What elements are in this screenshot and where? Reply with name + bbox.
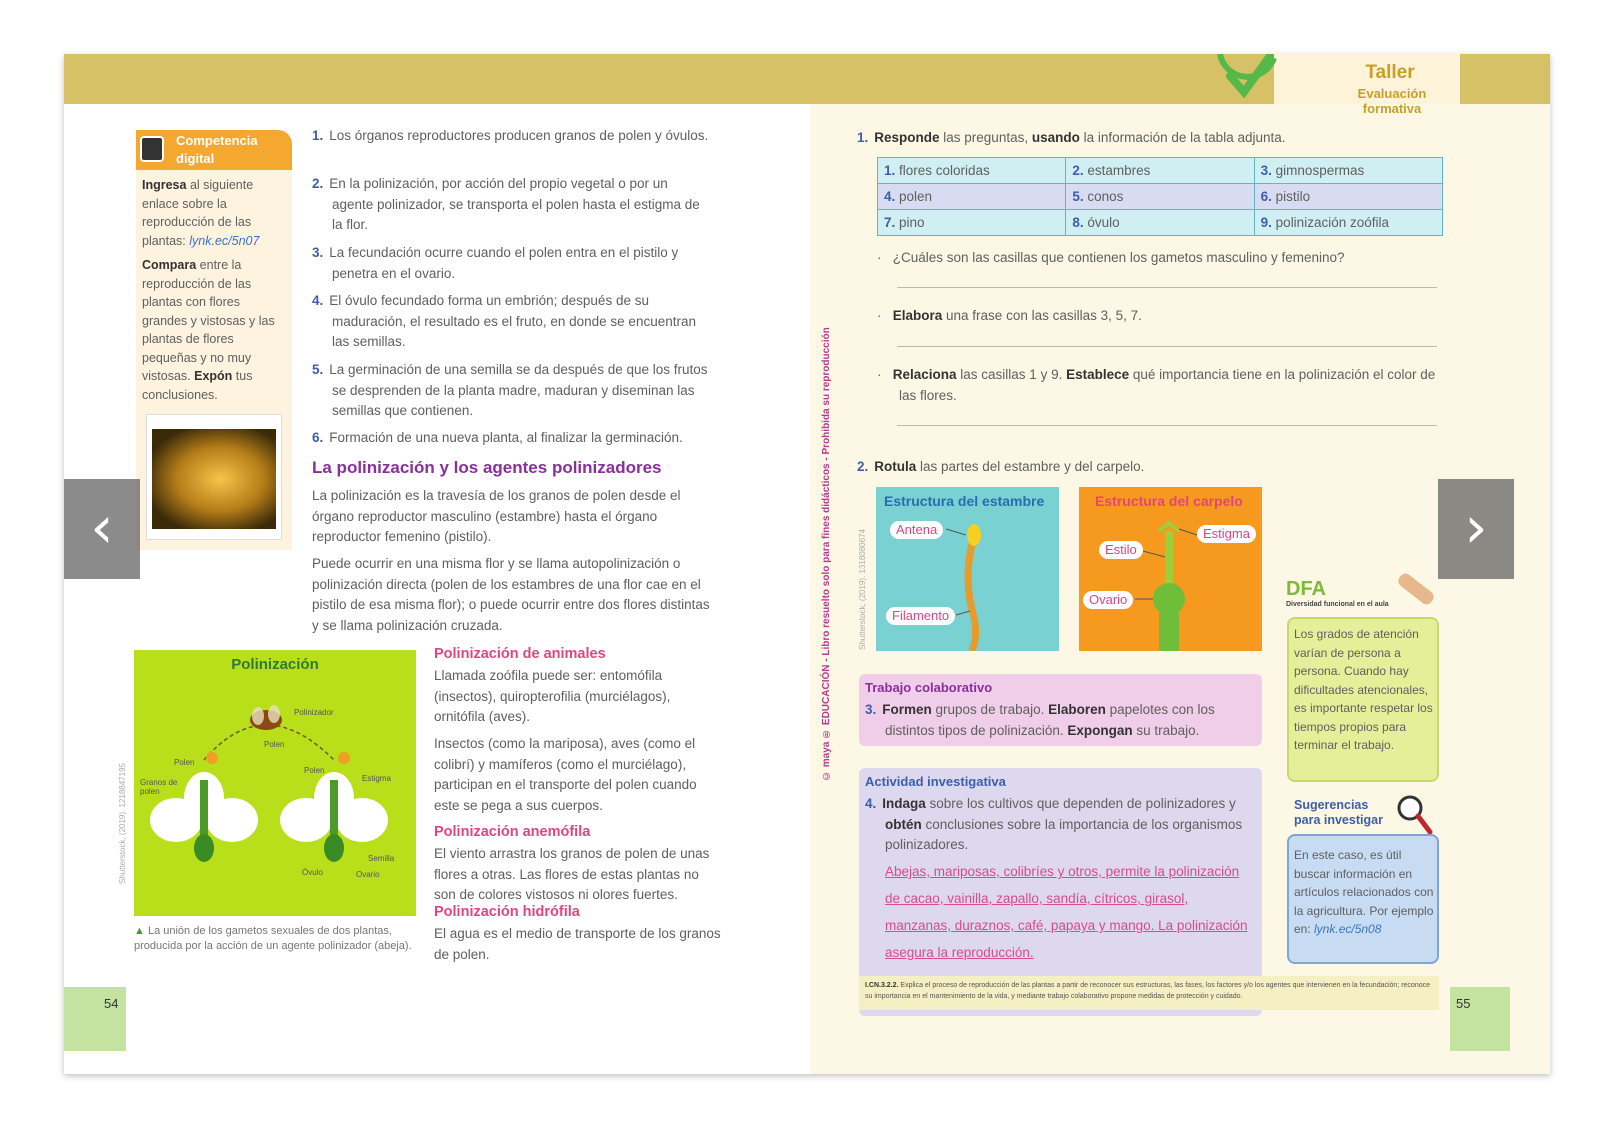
table-cell: 2. estambres <box>1066 158 1254 184</box>
animales-title: Polinización de animales <box>434 646 606 662</box>
computer-icon <box>140 136 164 162</box>
answer-line-3[interactable] <box>897 425 1437 426</box>
footnote: I.CN.3.2.2. Explica el proceso de reproducción de las plantas a partir de reconocer sus estructuras, las fases, los factores y/o los agentes que intervienen en la fecundación; reconoce su importancia en el mantenimiento de la vida, y mediante trabajo colaborativo propone medidas de protección y cuidado. <box>859 976 1439 1010</box>
label-polen-3: Polen <box>304 766 325 775</box>
table-cell: 7. pino <box>878 210 1066 236</box>
bullet-2: · Elabora una frase con las casillas 3, 5, 7. <box>877 308 1142 323</box>
answer-line-2[interactable] <box>897 346 1437 347</box>
video-frame <box>152 429 276 529</box>
figure-caption: ▲ La unión de los gametos sexuales de dos plantas, producida por la acción de un agente polinizador (abeja). <box>134 925 412 952</box>
anemofila-title: Polinización anemófila <box>434 824 591 840</box>
trabajo-title: Trabajo colaborativo <box>865 680 993 695</box>
video-thumbnail[interactable] <box>146 414 282 540</box>
list-item: 4. El óvulo fecundado forma un embrión; después de su maduración, el resultado es el fruto, en donde se encuentran las semillas. <box>312 293 696 349</box>
anemofila-paragraph: El viento arrastra los granos de polen de unas flores a otras. Las flores de estas plantas no son de colores vistosos ni olores fuertes. <box>434 846 710 902</box>
prev-page-button[interactable]: ‹ <box>64 479 140 579</box>
dfa-box <box>1287 617 1439 782</box>
label-estigma[interactable]: Estigma <box>1197 525 1256 543</box>
book-spread <box>64 54 1550 1074</box>
table-cell: 3. gimnospermas <box>1254 158 1442 184</box>
question-2: 2. Rotula las partes del estambre y del carpelo. <box>857 459 1145 474</box>
animales-paragraph-2: Insectos (como la mariposa), aves (como el colibrí) y mamíferos (como el murciélago), participan en el transporte del polen cuando este se pega a sus cuerpos. <box>434 736 697 813</box>
section-title: La polinización y los agentes polinizadores <box>312 458 662 477</box>
table-cell: 1. flores coloridas <box>878 158 1066 184</box>
carpelo-title: Estructura del carpelo <box>1095 493 1243 509</box>
paragraph-1: La polinización es la travesía de los granos de polen desde el órgano reproductor masculino (estambre) hasta el órgano reproductor femenino (pistilo). <box>312 488 681 544</box>
dfa-title: DFA <box>1286 578 1326 600</box>
sugerencias-text: En este caso, es útil buscar información en artículos relacionados con la agricultura. Por ejemplo en: lynk.ec/5n08 <box>1294 848 1434 936</box>
answer-line-1[interactable] <box>897 287 1437 288</box>
estambre-title: Estructura del estambre <box>884 493 1045 509</box>
table-cell: 9. polinización zoófila <box>1254 210 1442 236</box>
label-polen-1: Polen <box>264 740 285 749</box>
label-ovario[interactable]: Ovario <box>1083 591 1133 609</box>
sugerencias-link[interactable]: lynk.ec/5n08 <box>1314 922 1382 936</box>
page-number-right: 55 <box>1450 987 1510 1051</box>
actividad-text: 4. Indaga sobre los cultivos que dependen de polinizadores y obtén conclusiones sobre la importancia de los organismos polinizadores. <box>865 796 1243 852</box>
label-ovulo: Óvulo <box>302 868 323 877</box>
taller-subtitle: Evaluación formativa <box>1357 86 1427 116</box>
dfa-text: Los grados de atención varían de persona a persona. Cuando hay dificultades atencionales, es importante respetar los tiempos propios para terminar el trabajo. <box>1294 627 1433 752</box>
table-cell: 8. óvulo <box>1066 210 1254 236</box>
checkmark-icon <box>1214 54 1280 110</box>
list-item: 3. La fecundación ocurre cuando el polen entra en el pistilo y penetra en el ovario. <box>312 245 679 281</box>
copyright-vertical: © maya ® EDUCACIÓN - Libro resuelto solo para fines didácticos - Prohibida su reproducción <box>821 327 832 781</box>
label-granos: Granos de polen <box>140 778 178 796</box>
table-row <box>878 184 1443 210</box>
estambre-illustration <box>876 487 1059 651</box>
list-item: 5. La germinación de una semilla se da después de que los frutos se desprenden de la planta madre, maduran y diseminan las semillas que contienen. <box>312 362 708 418</box>
left-page <box>64 54 810 1074</box>
top-band-left <box>64 54 810 104</box>
taller-title: Taller <box>1365 62 1415 83</box>
table-row <box>878 158 1443 184</box>
figure-title: Polinización <box>231 656 319 673</box>
competencia-link[interactable]: lynk.ec/5n07 <box>189 233 260 248</box>
table-row <box>878 210 1443 236</box>
actividad-answer[interactable]: Abejas, mariposas, colibríes y otros, permite la polinización de cacao, vainilla, zapallo, sandía, cítricos, girasol, manzanas, duraznos, café, papaya y mango. La polinización asegura la reproducción. <box>885 864 1248 960</box>
estambre-diagram <box>876 487 1059 651</box>
figure-credit: Shutterstock, (2019). 1218847195 <box>118 763 127 884</box>
hidrofila-title: Polinización hidrófila <box>434 904 580 920</box>
list-item: 2. En la polinización, por acción del propio vegetal o por un agente polinizador, se transporta el polen hasta el estigma de la flor. <box>312 176 700 232</box>
taller-tab <box>1274 54 1460 116</box>
competencia-digital-header <box>136 130 292 170</box>
page-number-left: 54 <box>64 987 126 1051</box>
bullet-3: · Relaciona las casillas 1 y 9. Establece qué importancia tiene en la polinización el color de las flores. <box>877 367 1436 403</box>
label-antena[interactable]: Antena <box>890 521 943 539</box>
sugerencias-box <box>1287 834 1439 964</box>
competencia-title: Competencia digital <box>176 133 258 166</box>
table-cell: 6. pistilo <box>1254 184 1442 210</box>
pollination-figure <box>134 650 416 916</box>
table-cell: 5. conos <box>1066 184 1254 210</box>
label-polinizador: Polinizador <box>294 708 334 717</box>
question-1: 1. Responde las preguntas, usando la información de la tabla adjunta. <box>857 130 1286 145</box>
carpelo-diagram <box>1079 487 1262 651</box>
label-ovario: Ovario <box>356 870 380 879</box>
trabajo-colaborativo-box <box>859 674 1262 746</box>
label-estigma: Estigma <box>362 774 391 783</box>
triangle-icon: ▲ <box>134 925 148 937</box>
competencia-text-1: Ingresa al siguiente enlace sobre la reproducción de las plantas: lynk.ec/5n07 <box>142 178 260 248</box>
next-page-button[interactable]: › <box>1438 479 1514 579</box>
info-table <box>877 157 1443 236</box>
label-semilla: Semilla <box>368 854 395 863</box>
hidrofila-paragraph: El agua es el medio de transporte de los granos de polen. <box>434 926 721 962</box>
competencia-text-2: Compara entre la reproducción de las plantas con flores grandes y vistosas y las plantas de flores pequeñas y no muy vistosas. Expón tus conclusiones. <box>142 258 275 402</box>
label-filamento[interactable]: Filamento <box>886 607 955 625</box>
dfa-subtitle: Diversidad funcional en el aula <box>1286 601 1389 608</box>
label-polen-2: Polen <box>174 758 195 767</box>
actividad-title: Actividad investigativa <box>865 774 1006 789</box>
table-cell: 4. polen <box>878 184 1066 210</box>
carpelo-illustration <box>1079 487 1262 651</box>
bullet-1: · ¿Cuáles son las casillas que contienen los gametos masculino y femenino? <box>877 250 1345 265</box>
animales-paragraph-1: Llamada zoófila puede ser: entomófila (insectos), quiropterofilia (murciélagos), ornitófila (aves). <box>434 668 671 724</box>
sugerencias-title: Sugerencias para investigar <box>1294 798 1383 827</box>
paragraph-2: Puede ocurrir en una misma flor y se llama autopolinización o polinización directa (polen de los estambres de una flor cae en el pistilo de esa misma flor); o puede ocurrir entre dos flores distintas y se llama polinización cruzada. <box>312 556 710 633</box>
label-estilo[interactable]: Estilo <box>1099 541 1143 559</box>
trabajo-text: 3. Formen grupos de trabajo. Elaboren papelotes con los distintos tipos de polinización. Expongan su trabajo. <box>865 702 1215 738</box>
figure-credit-right: Shutterstock, (2019). 1318080674 <box>858 529 867 650</box>
list-item: 1. Los órganos reproductores producen granos de polen y óvulos. <box>312 128 709 143</box>
list-item: 6. Formación de una nueva planta, al finalizar la germinación. <box>312 430 683 445</box>
magnifier-icon <box>1394 792 1436 838</box>
